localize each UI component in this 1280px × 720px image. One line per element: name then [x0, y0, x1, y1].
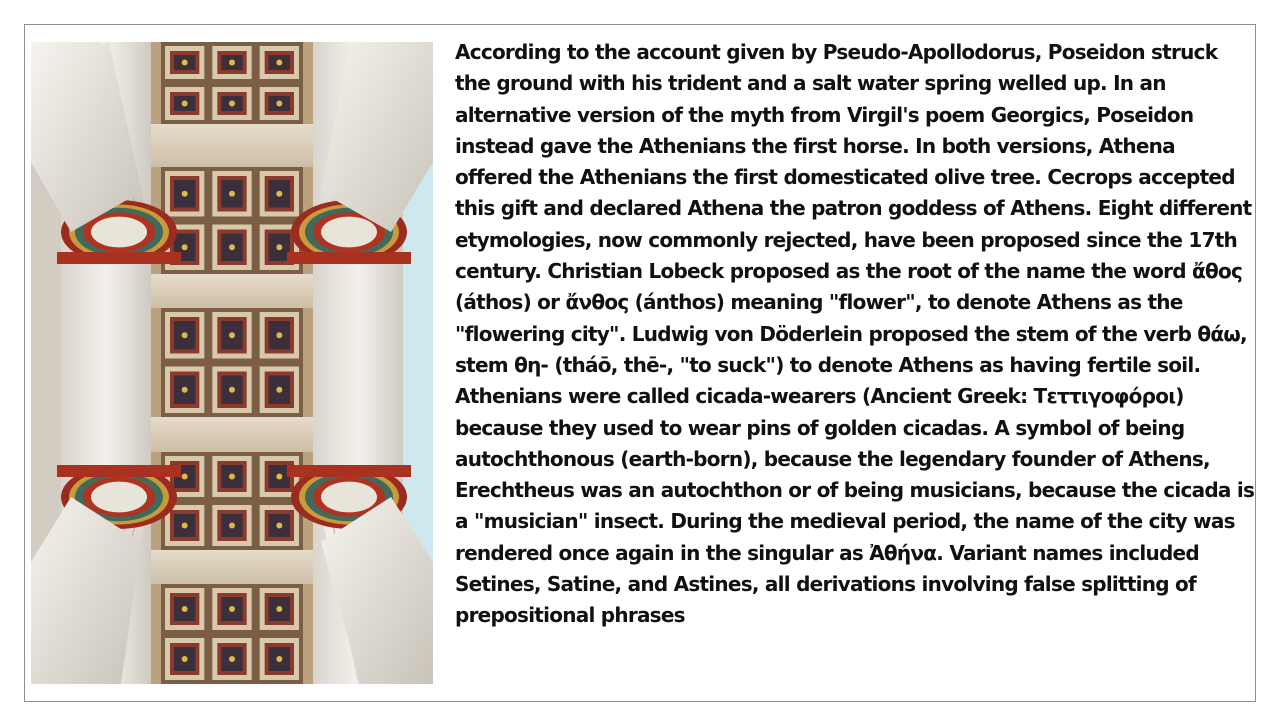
ceiling-beam	[151, 550, 313, 584]
coffer-star	[229, 244, 235, 250]
ceiling-beam	[151, 124, 313, 167]
coffer-star	[276, 656, 282, 662]
ceiling-beam	[151, 417, 313, 452]
coffer-star	[276, 191, 282, 197]
coffer-star	[276, 387, 282, 393]
coffer-star	[229, 332, 235, 338]
body-paragraph: According to the account given by Pseudo-Apollodorus, Poseidon struck the ground with his trident and a salt water spring welled up. In an alternative version of the myth from Virgil's poem Georgics, Poseidon instead gave the Athenians the first horse. In both versions, Athena offered the Athenians the first domesticated olive tree. Cecrops accepted this gift and declared Athena the patron goddess of Athens. Eight different etymologies, now commonly rejected, have been proposed since the 17th century. Christian Lobeck proposed as the root of the name the word ἄθος (áthos) or ἄνθος (ánthos) meaning "flower", to denote Athens as the "flowering city". Ludwig von Döderlein proposed the stem of the verb θάω, stem θη- (tháō, thē-, "to suck") to denote Athens as having fertile soil. Athenians were called cicada-wearers (Ancient Greek: Τεττιγοφόροι) because they used to wear pins of golden cicadas. A symbol of being autochthonous (earth-born), because the legendary founder of Athens, Erechtheus was an autochthon or of being musicians, because the cicada is a "musician" insect. During the medieval period, the name of the city was rendered once again in the singular as Ἀθήνα. Variant names included Setines, Satine, and Astines, all derivations involving false splitting of prepositional phrases	[455, 40, 1255, 628]
coffer-star	[182, 191, 188, 197]
coffered-ceiling-with-ionic-columns-photo	[31, 42, 433, 684]
ceiling-beam	[151, 274, 313, 308]
coffer-star	[276, 101, 282, 107]
coffer-star	[276, 606, 282, 612]
coffer-star	[182, 656, 188, 662]
coffer-star	[182, 332, 188, 338]
ceiling-columns-photo	[31, 42, 433, 684]
coffer-star	[276, 332, 282, 338]
coffer-star	[229, 606, 235, 612]
coffer-star	[182, 60, 188, 66]
coffer-star	[229, 191, 235, 197]
coffer-star	[229, 474, 235, 480]
coffer-star	[276, 474, 282, 480]
coffer-star	[182, 101, 188, 107]
coffer-star	[229, 101, 235, 107]
coffer-star	[182, 244, 188, 250]
coffer-star	[182, 523, 188, 529]
coffer-star	[182, 474, 188, 480]
coffer-star	[182, 606, 188, 612]
coffer-star	[229, 60, 235, 66]
coffer-star	[229, 523, 235, 529]
coffer-star	[276, 244, 282, 250]
coffer-star	[276, 60, 282, 66]
coffer-star	[229, 656, 235, 662]
coffer-star	[276, 523, 282, 529]
coffer-star	[229, 387, 235, 393]
coffer-star	[182, 387, 188, 393]
